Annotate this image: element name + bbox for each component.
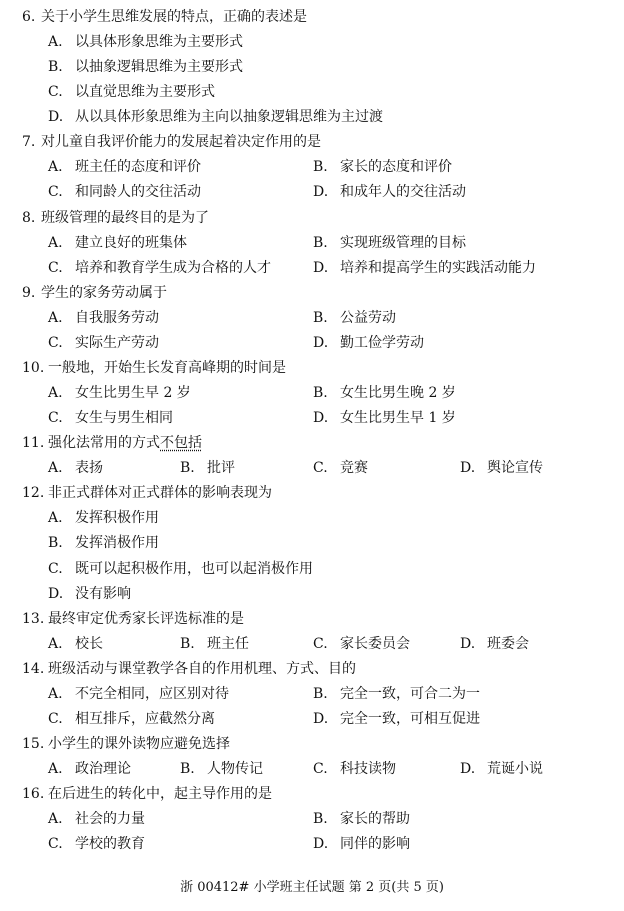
question-number: 7.	[22, 134, 36, 151]
option-text: 建立良好的班集体	[75, 234, 187, 251]
answer-option	[313, 381, 613, 406]
question-text-main: 学生的家务劳动属于	[41, 284, 167, 301]
option-text: 竞赛	[340, 460, 368, 477]
question-stem	[0, 5, 624, 30]
option-letter: D.	[313, 184, 329, 201]
option-text: 女生比男生早 1 岁	[340, 410, 456, 427]
question-text	[41, 134, 321, 150]
question-stem	[0, 657, 624, 682]
option-text: 表扬	[75, 460, 103, 477]
answer-option	[48, 80, 348, 105]
option-letter: C.	[313, 460, 328, 477]
option-letter: C.	[48, 710, 63, 727]
option-text: 科技读物	[340, 761, 396, 778]
option-letter: A.	[48, 34, 63, 51]
question-stem	[0, 607, 624, 632]
question-text-main: 一般地，开始生长发育高峰期的时间是	[48, 359, 286, 376]
answer-option	[48, 832, 348, 857]
answer-option	[48, 381, 348, 406]
option-text: 以具体形象思维为主要形式	[75, 34, 243, 51]
question-text-main: 最终审定优秀家长评选标准的是	[48, 610, 244, 627]
question-text-main: 非正式群体对正式群体的影响表现为	[48, 485, 272, 502]
option-letter: B.	[313, 685, 328, 702]
question-stem	[0, 281, 624, 306]
option-text: 家长的帮助	[340, 811, 410, 828]
option-text: 完全一致，可相互促进	[340, 710, 480, 727]
option-text: 从以具体形象思维为主向以抽象逻辑思维为主过渡	[75, 109, 383, 126]
option-letter: C.	[313, 635, 328, 652]
option-text: 批评	[207, 460, 235, 477]
question-text-main: 对儿童自我评价能力的发展起着决定作用的是	[41, 134, 321, 151]
question-stem	[0, 782, 624, 807]
answer-option	[313, 155, 613, 180]
question-text-main: 班级管理的最终目的是为了	[41, 209, 209, 226]
option-text: 班主任	[207, 635, 249, 652]
question-stem	[0, 356, 624, 381]
question-text-emphasis: 不包括	[160, 435, 202, 452]
option-letter: D.	[313, 710, 329, 727]
answer-option	[48, 55, 348, 80]
option-text: 班主任的态度和评价	[75, 159, 201, 176]
option-letter: B.	[313, 385, 328, 402]
answer-option	[48, 531, 348, 556]
answer-option	[48, 30, 348, 55]
answer-option	[313, 832, 613, 857]
option-letter: D.	[313, 836, 329, 853]
answer-option	[460, 456, 624, 481]
option-letter: C.	[48, 560, 63, 577]
option-letter: A.	[48, 385, 63, 402]
option-text: 公益劳动	[340, 309, 396, 326]
question-text	[48, 786, 272, 802]
option-text: 社会的力量	[75, 811, 145, 828]
option-letter: D.	[460, 460, 476, 477]
question-number: 12.	[22, 485, 45, 502]
option-text: 舆论宣传	[487, 460, 543, 477]
option-letter: A.	[48, 159, 63, 176]
option-letter: B.	[313, 234, 328, 251]
option-text: 女生与男生相同	[75, 410, 173, 427]
question-number: 16.	[22, 786, 45, 803]
option-letter: A.	[48, 460, 63, 477]
option-letter: A.	[48, 635, 63, 652]
option-text: 家长委员会	[340, 635, 410, 652]
question-stem	[0, 206, 624, 231]
option-letter: C.	[313, 761, 328, 778]
option-letter: D.	[48, 109, 64, 126]
question-stem	[0, 732, 624, 757]
question-stem	[0, 431, 624, 456]
question-text	[48, 611, 244, 627]
answer-option	[460, 632, 624, 657]
question-text-main: 关于小学生思维发展的特点，正确的表述是	[41, 9, 307, 25]
option-letter: D.	[313, 410, 329, 427]
option-text: 家长的态度和评价	[340, 159, 452, 176]
option-text: 人物传记	[207, 761, 263, 778]
option-text: 政治理论	[75, 761, 131, 778]
option-text: 勤工俭学劳动	[340, 334, 424, 351]
option-text: 以直觉思维为主要形式	[75, 84, 215, 101]
option-letter: D.	[48, 585, 64, 602]
option-text: 学校的教育	[75, 836, 145, 853]
option-letter: B.	[180, 761, 195, 778]
question-number: 14.	[22, 660, 45, 677]
answer-option	[48, 582, 348, 607]
option-letter: A.	[48, 811, 63, 828]
answer-option	[48, 506, 348, 531]
question-text	[41, 285, 167, 301]
option-text: 自我服务劳动	[75, 309, 159, 326]
answer-option	[48, 682, 348, 707]
option-text: 没有影响	[75, 585, 131, 602]
answer-option	[48, 155, 348, 180]
option-letter: C.	[48, 334, 63, 351]
option-text: 发挥积极作用	[75, 510, 159, 527]
answer-option	[313, 231, 613, 256]
option-letter: D.	[460, 635, 476, 652]
option-text: 荒诞小说	[487, 761, 543, 778]
answer-option	[313, 807, 613, 832]
option-letter: A.	[48, 510, 63, 527]
option-letter: C.	[48, 410, 63, 427]
option-text: 以抽象逻辑思维为主要形式	[75, 59, 243, 76]
question-text	[48, 435, 202, 451]
answer-option	[48, 306, 348, 331]
question-stem	[0, 481, 624, 506]
question-text	[48, 360, 286, 376]
option-letter: D.	[313, 334, 329, 351]
question-number: 9.	[22, 284, 36, 301]
question-number: 6.	[22, 9, 36, 25]
question-number: 11.	[22, 435, 45, 452]
question-text-main: 班级活动与课堂教学各自的作用机理、方式、目的	[48, 660, 356, 677]
option-letter: D.	[460, 761, 476, 778]
option-text: 校长	[75, 635, 103, 652]
question-text-main: 强化法常用的方式	[48, 435, 160, 452]
option-letter: D.	[313, 259, 329, 276]
option-letter: A.	[48, 761, 63, 778]
answer-option	[48, 406, 348, 431]
question-number: 13.	[22, 610, 45, 627]
option-letter: C.	[48, 184, 63, 201]
answer-option	[313, 406, 613, 431]
question-number: 8.	[22, 209, 36, 226]
answer-option	[313, 306, 613, 331]
question-number: 15.	[22, 736, 45, 753]
option-letter: C.	[48, 836, 63, 853]
answer-option	[313, 331, 613, 356]
question-text-main: 小学生的课外读物应避免选择	[48, 736, 230, 753]
answer-option	[48, 256, 348, 281]
option-letter: C.	[48, 84, 63, 101]
answer-option	[48, 231, 348, 256]
answer-option	[48, 707, 348, 732]
answer-option	[48, 557, 348, 582]
question-text	[48, 485, 272, 501]
question-number: 10.	[22, 359, 45, 376]
question-text	[48, 736, 230, 752]
option-text: 培养和提高学生的实践活动能力	[340, 259, 536, 276]
answer-option	[48, 180, 348, 205]
option-letter: B.	[313, 811, 328, 828]
option-letter: A.	[48, 309, 63, 326]
question-text	[48, 661, 356, 677]
question-stem	[0, 130, 624, 155]
page-footer: 浙 00412# 小学班主任试题 第 2 页(共 5 页)	[180, 880, 444, 895]
answer-option	[460, 757, 624, 782]
answer-option	[48, 105, 383, 130]
option-text: 完全一致，可合二为一	[340, 685, 480, 702]
option-text: 相互排斥，应截然分离	[75, 710, 215, 727]
answer-option	[313, 180, 613, 205]
question-text	[41, 9, 307, 25]
option-text: 班委会	[487, 635, 529, 652]
option-letter: A.	[48, 685, 63, 702]
option-text: 既可以起积极作用，也可以起消极作用	[75, 560, 313, 577]
option-text: 和同龄人的交往活动	[75, 184, 201, 201]
option-letter: A.	[48, 234, 63, 251]
option-text: 同伴的影响	[340, 836, 410, 853]
question-text-main: 在后进生的转化中，起主导作用的是	[48, 786, 272, 803]
option-text: 女生比男生早 2 岁	[75, 385, 191, 402]
option-letter: B.	[180, 460, 195, 477]
answer-option	[313, 682, 613, 707]
question-text	[41, 210, 209, 226]
answer-option	[313, 707, 613, 732]
option-text: 实现班级管理的目标	[340, 234, 466, 251]
option-letter: B.	[313, 159, 328, 176]
answer-option	[48, 807, 348, 832]
option-letter: B.	[180, 635, 195, 652]
option-letter: B.	[48, 535, 63, 552]
answer-option	[48, 331, 348, 356]
option-text: 培养和教育学生成为合格的人才	[75, 259, 271, 276]
option-text: 实际生产劳动	[75, 334, 159, 351]
option-text: 女生比男生晚 2 岁	[340, 385, 456, 402]
option-text: 发挥消极作用	[75, 535, 159, 552]
option-letter: B.	[313, 309, 328, 326]
option-text: 和成年人的交往活动	[340, 184, 466, 201]
option-letter: B.	[48, 59, 63, 76]
option-text: 不完全相同，应区别对待	[75, 685, 229, 702]
answer-option	[313, 256, 613, 281]
option-letter: C.	[48, 259, 63, 276]
